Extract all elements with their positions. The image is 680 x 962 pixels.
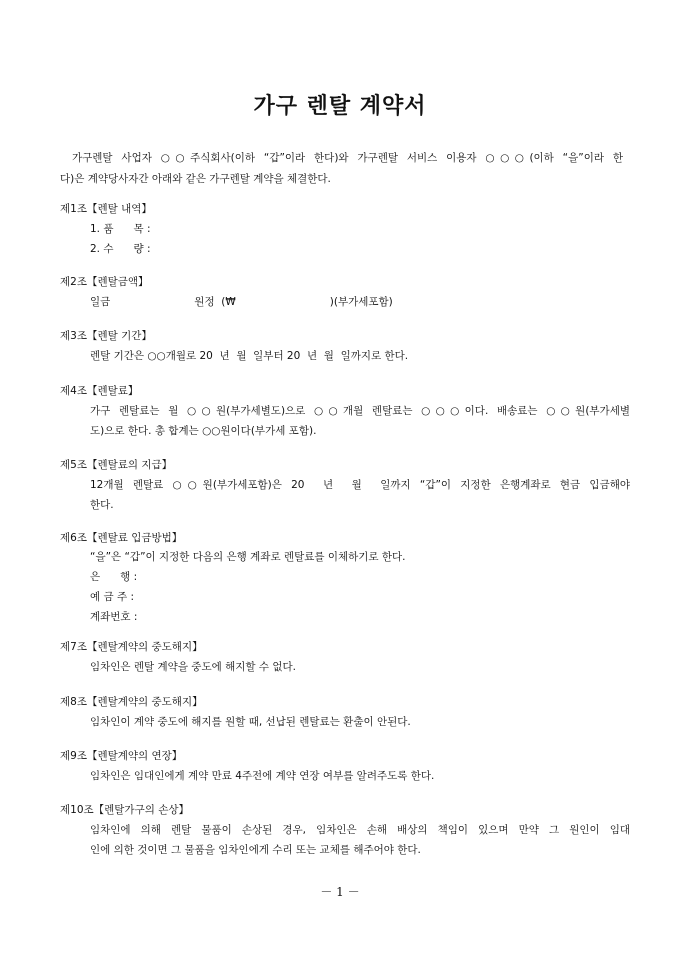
article-8-heading: 제8조【렌탈계약의 중도해지】 xyxy=(60,696,203,708)
article-6-heading: 제6조【렌탈료 입금방법】 xyxy=(60,532,183,544)
article-2-amount-line xyxy=(90,292,630,312)
article-6 xyxy=(60,529,630,627)
article-1-item-name: 1. 품 목 : xyxy=(90,223,151,235)
article-2-heading: 제2조【렌탈금액】 xyxy=(60,276,149,288)
article-2-prefix: 일금 xyxy=(90,296,111,308)
article-6-account-number: 계좌번호 : xyxy=(90,611,138,623)
article-5-line-1: 12개월 렌탈료 ○○원(부가세포함)은 20 년 월 일까지 “갑”이 지정한 은행계좌로 현금 입금해야 xyxy=(90,479,630,491)
article-9-body: 임차인은 임대인에게 계약 만료 4주전에 계약 연장 여부를 알려주도록 한다. xyxy=(90,770,435,782)
intro-line-2: 다)은 계약당사자간 아래와 같은 가구렌탈 계약을 체결한다. xyxy=(60,173,331,185)
article-6-line-1: “을”은 “갑”이 지정한 다음의 은행 계좌로 렌탈료를 이체하기로 한다. xyxy=(90,551,406,563)
article-10-line-2: 인에 의한 것이면 그 물품을 임차인에게 수리 또는 교체를 해주어야 한다. xyxy=(90,844,421,856)
article-9-heading: 제9조【렌탈계약의 연장】 xyxy=(60,750,183,762)
article-5-line-2: 한다. xyxy=(90,499,114,511)
article-6-bank: 은 행 : xyxy=(90,571,138,583)
article-4-line-2: 도)으로 한다. 총 합계는 ○○원이다(부가세 포함). xyxy=(90,425,317,437)
article-1-heading: 제1조【렌탈 내역】 xyxy=(60,203,152,215)
article-5 xyxy=(60,456,630,515)
article-7-heading: 제7조【렌탈계약의 중도해지】 xyxy=(60,641,203,653)
article-5-heading: 제5조【렌탈료의 지급】 xyxy=(60,459,173,471)
page-number: － 1 － xyxy=(320,885,360,899)
article-3-body: 렌탈 기간은 ○○개월로 20 년 월 일부터 20 년 월 일까지로 한다. xyxy=(90,350,409,362)
intro-paragraph xyxy=(60,148,623,190)
article-7-body: 임차인은 렌탈 계약을 중도에 해지할 수 없다. xyxy=(90,661,296,673)
article-2-middle: 원정 (₩ xyxy=(194,296,236,308)
intro-line-1: 가구렌탈 사업자 ○○주식회사(이하 “갑”이라 한다)와 가구렌탈 서비스 이용자 ○○○(이하 “을”이라 한 xyxy=(72,152,623,164)
article-10-heading: 제10조【렌탈가구의 손상】 xyxy=(60,804,189,816)
article-4-heading: 제4조【렌탈료】 xyxy=(60,385,139,397)
article-2 xyxy=(60,273,630,312)
article-3-heading: 제3조【렌탈 기간】 xyxy=(60,330,152,342)
article-1-item-quantity: 2. 수 량 : xyxy=(90,243,151,255)
article-10-line-1: 임차인에 의해 렌탈 물품이 손상된 경우, 임차인은 손해 배상의 책임이 있으며 만약 그 원인이 임대 xyxy=(90,824,630,836)
article-7 xyxy=(60,638,630,677)
article-2-suffix: )(부가세포함) xyxy=(329,296,393,308)
article-3 xyxy=(60,327,630,366)
article-4 xyxy=(60,382,630,441)
article-8 xyxy=(60,693,630,732)
article-1 xyxy=(60,200,630,259)
document-title: 가구 렌탈 계약서 xyxy=(253,94,427,119)
article-8-body: 임차인이 계약 중도에 해지를 원할 때, 선납된 렌탈료는 환출이 안된다. xyxy=(90,716,411,728)
article-4-line-1: 가구 렌탈료는 월 ○○원(부가세별도)으로 ○○개월 렌탈료는 ○○○이다. 배송료는 ○○원(부가세별 xyxy=(90,405,630,417)
article-10 xyxy=(60,801,630,860)
article-9 xyxy=(60,747,630,786)
article-6-depositor: 예 금 주 : xyxy=(90,591,134,603)
